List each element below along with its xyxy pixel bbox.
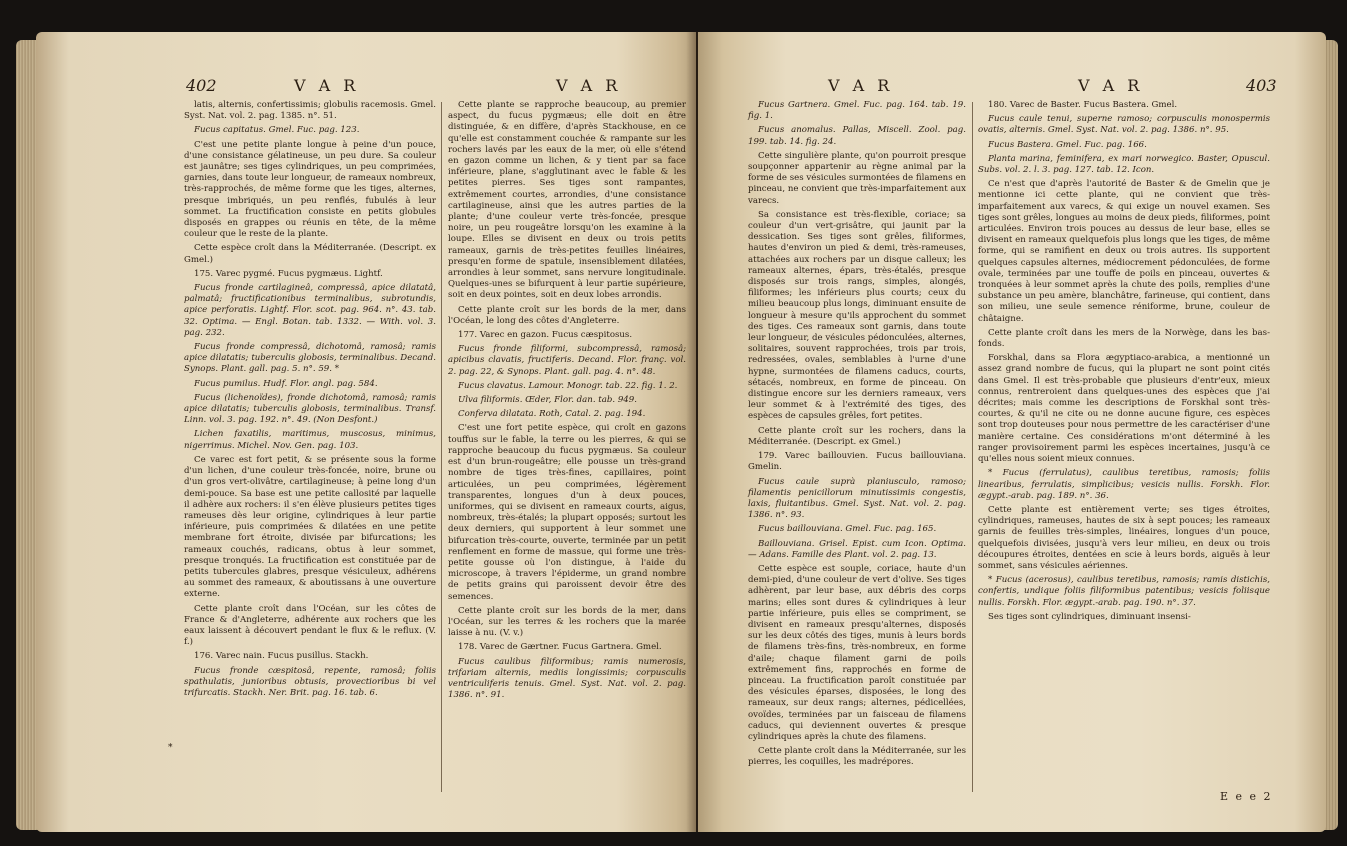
- text-paragraph: 175. Varec pygmé. Fucus pygmæus. Lightf.: [194, 268, 383, 279]
- left-running-header-1: V A R: [294, 76, 360, 95]
- open-book: [16, 10, 1338, 840]
- text-paragraph: Fucus caulibus filiformibus; ramis numerosis, trifariam alternis, mediis longissimis; corpusculis ventriculiferis tenuis. Gmel. Syst. Nat. vol. 2. pag. 1386. n°. 91.: [448, 656, 686, 701]
- text-paragraph: Fucus clavatus. Lamour. Monogr. tab. 22. fig. 1. 2.: [458, 380, 678, 391]
- signature-mark: E e e 2: [1220, 790, 1273, 803]
- text-paragraph: 180. Varec de Baster. Fucus Bastera. Gmel.: [988, 100, 1178, 110]
- right-column-2: [978, 100, 1270, 626]
- left-page: [36, 32, 696, 832]
- text-paragraph: Cette espèce croît dans la Méditerranée. (Descript. ex Gmel.): [184, 243, 436, 265]
- text-paragraph: * Fucus (ferrulatus), caulibus teretibus, ramosis; foliis linearibus, ferrulatis, simplicibus; vesicis nullis. Forskh. Flor. ægypt.-arab. pag. 189. n°. 36.: [978, 468, 1270, 501]
- column-rule: [972, 102, 973, 792]
- text-paragraph: Fucus Bastera. Gmel. Fuc. pag. 166.: [988, 139, 1147, 150]
- text-paragraph: 176. Varec nain. Fucus pusillus. Stackh.: [194, 651, 369, 662]
- text-paragraph: Fucus capitatus. Gmel. Fuc. pag. 123.: [194, 125, 360, 136]
- text-paragraph: * Fucus (acerosus), caulibus teretibus, ramosis; ramis distichis, confertis, undique foliis filiformibus patentibus; vesicis foliisque nullis. Forskh. Flor. ægypt.-arab. pag. 190. n°. 37.: [978, 575, 1270, 608]
- text-paragraph: Cette plante croît dans la Méditerranée, sur les pierres, les coquilles, les madrépores.: [748, 746, 966, 768]
- column-rule: [441, 102, 442, 792]
- text-paragraph: Fucus fronde cæspitosâ, repente, ramosâ; foliis spathulatis, junioribus obtusis, provectioribus bi vel trifurcatis. Stackh. Ner. Brit. pag. 16. tab. 6.: [184, 665, 436, 698]
- text-paragraph: Fucus pumilus. Hudf. Flor. angl. pag. 584.: [194, 378, 378, 389]
- text-paragraph: Ses tiges sont cylindriques, diminuant insensi-: [988, 611, 1191, 622]
- text-paragraph: Fucus fronde cartilagineâ, compressâ, apice dilatatâ, palmatâ; fructificationibus terminalibus, subrotundis, apice perforatis. Lightf. Flor. scot. pag. 964. n°. 43. tab. 32. Optima. — Engl. Botan. tab. 1332. — With. vol. 3. pag. 232.: [184, 283, 436, 338]
- text-paragraph: Fucus fronde compressâ, dichotomâ, ramosâ; ramis apice dilatatis; tuberculis globosis, terminalibus. Decand. Synops. Plant. gall. pag. 5. n°. 59. *: [184, 342, 436, 375]
- left-running-header-2: V A R: [556, 76, 622, 95]
- right-page-number: 403: [1246, 76, 1277, 95]
- right-page: [698, 32, 1326, 832]
- text-paragraph: Cette plante se rapproche beaucoup, au premier aspect, du fucus pygmæus; elle doit en être distinguée, & en diffère, d'après Stackhouse, en ce qu'elle est constamment couchée & rampante sur les rochers lavés par les eaux de la mer, où elle s'étend en gazon comme un lichen, & y tient par sa face inférieure, plane, s'agglutinant avec le fable & les petites pierres. Ses tiges sont rampantes, extrêmement courtes, arrondies, d'une consistance cartilagineuse, ainsi que les autres parties de la plante; d'une couleur verte très-foncée, presque noire, un peu rougeâtre lorsqu'on les examine à la loupe. Elles se divisent en deux ou trois petits rameaux, garnis de très-petites feuilles linéaires, presqu'en forme de spatule, insensiblement dilatées, arrondies à leur sommet, sans nervure longitudinale. Quelques-unes se bifurquent à leur partie supérieure, soit en deux pointes, soit en deux lobes arrondis.: [448, 100, 686, 301]
- text-paragraph: Cette singulière plante, qu'on pourroit presque soupçonner appartenir au règne animal par la forme de ses vésicules surmontées de filamens en pinceau, ne convient que très-imparfaitement aux varecs.: [748, 150, 966, 206]
- left-column-1: [184, 100, 436, 702]
- left-page-edge: [16, 40, 38, 830]
- text-paragraph: latis, alternis, confertissimis; globulis racemosis. Gmel. Syst. Nat. vol. 2. pag. 1385. n°. 51.: [184, 100, 436, 122]
- text-paragraph: Fucus (lichenoïdes), fronde dichotomâ, ramosâ; ramis apice dilatatis; tuberculis globosis, terminalibus. Transf. Linn. vol. 3. pag. 192. n°. 49. (Non Desfont.): [184, 392, 436, 426]
- text-paragraph: 179. Varec baillouvien. Fucus baillouviana. Gmelin.: [748, 451, 966, 473]
- text-paragraph: 178. Varec de Gærtner. Fucus Gartnera. Gmel.: [458, 642, 662, 653]
- text-paragraph: Sa consistance est très-flexible, coriace; sa couleur d'un vert-grisâtre, qui jaunit par la dessication. Ses tiges sont grêles, filiformes, hautes d'environ un pied & demi, très-rameuses, attachées aux rochers par un disque calleux; les rameaux alternes, épars, très-étalés, presque disposés sur trois rangs, simples, alongés, filiformes; les inférieurs plus courts; ceux du milieu beaucoup plus longs, diminuant ensuite de longueur à mesure qu'ils approchent du sommet des tiges. Ces rameaux sont garnis, dans toute leur longueur, de vésicules pédonculées, alternes, solitaires, souvent rapprochées, trois par trois, redressées, ovales, semblables à l'urne d'une hypne, surmontées de filamens caducs, courts, sétacés, nombreux, en forme de pinceau. On distingue encore sur les derniers rameaux, vers leur sommet & à l'extrémité des tiges, des espèces de capsules grêles, fort petites.: [748, 209, 966, 422]
- text-paragraph: Fucus Gartnera. Gmel. Fuc. pag. 164. tab. 19. fig. 1.: [748, 100, 966, 122]
- text-paragraph: Ulva filiformis. Œder, Flor. dan. tab. 949.: [458, 395, 637, 406]
- text-paragraph: Fucus baillouviana. Gmel. Fuc. pag. 165.: [758, 524, 937, 535]
- text-paragraph: Conferva dilatata. Roth, Catal. 2. pag. 194.: [458, 409, 646, 420]
- left-page-number: 402: [186, 76, 217, 95]
- text-paragraph: Lichen faxatilis, maritimus, muscosus, minimus, nigerrimus. Michel. Nov. Gen. pag. 103.: [184, 429, 436, 451]
- right-running-header-1: V A R: [828, 76, 894, 95]
- text-paragraph: Ce n'est que d'après l'autorité de Baster & de Gmelin que je mentionne ici cette plante, qui ne convient que très-imparfaitement aux varecs, & qui exige un nouvel examen. Ses tiges sont grêles, longues au moins de deux pieds, filiformes, point articulées. Environ trois pouces au dessus de leur base, elles se divisent en rameaux quelquefois plus longs que les tiges, de même forme, qui se ramifient en deux ou trois autres. Ils supportent quelques capsules alternes, médiocrement pédonculées, de forme ovale, terminées par une touffe de poils en pinceau, ouvertes & tronquées à leur sommet après la chute des poils, remplies d'une substance un peu amère, blanchâtre, farineuse, qui contient, dans son milieu, une seule semence réniforme, brune, couleur de châtaigne.: [978, 179, 1270, 324]
- text-paragraph: Cette plante croît sur les bords de la mer, dans l'Océan, sur les terres & les rochers que la marée laisse à nu. (V. v.): [448, 605, 686, 639]
- text-paragraph: Cette espèce est souple, coriace, haute d'un demi-pied, d'une couleur de vert d'olive. Ses tiges adhèrent, par leur base, aux débris des corps marins; elles sont dures & cylindriques à leur partie inférieure, puis elles se compriment, se divisent en rameaux presqu'alternes, disposés sur les deux côtés des tiges, munis à leurs bords de filamens très-fins, très-nombreux, en forme d'aile; chaque filament garni de poils extrêmement fins, rapprochés en forme de pinceau. La fructification paroît constituée par des vésicules éparses, disposées, le long des rameaux, sur deux rangs; alternes, pédicellées, ovoïdes, terminées par un faisceau de filamens caducs, qui deviennent ouvertes & presque cylindriques après la chute des filamens.: [748, 563, 966, 742]
- text-paragraph: Fucus fronde filiformi, subcompressâ, ramosâ; apicibus clavatis, fructiferis. Decand. Flor. franç. vol. 2. pag. 22, & Synops. Plant. gall. pag. 4. n°. 48.: [448, 344, 686, 377]
- text-paragraph: Planta marina, feminifera, ex mari norwegico. Baster, Opuscul. Subs. vol. 2. l. 3. pag. 127. tab. 12. Icon.: [978, 153, 1270, 176]
- text-paragraph: Cette plante croît sur les rochers, dans la Méditerranée. (Descript. ex Gmel.): [748, 425, 966, 447]
- right-column-1: [748, 100, 966, 772]
- right-running-header-2: V A R: [1078, 76, 1144, 95]
- left-column-2: [448, 100, 686, 704]
- text-paragraph: Forskhal, dans sa Flora ægyptiaco-arabica, a mentionné un assez grand nombre de fucus, qui la plupart ne sont point cités dans Gmel. Il est très-probable que plusieurs d'entr'eux, mieux connus, rentreroient dans quelques-unes des espèces que j'ai décrites; mais comme les descriptions de Forskhal sont très-courtes, & qu'il ne cite ou ne donne aucune figure, ces espèces sont trop douteuses pour nous permettre de les caractériser d'une manière certaine. Ces considérations m'ont déterminé à les ranger provisoirement parmi les espèces incertaines, jusqu'à ce qu'elles nous soient mieux connues.: [978, 353, 1270, 465]
- margin-mark: *: [168, 743, 173, 753]
- text-paragraph: Cette plante croît sur les bords de la mer, dans l'Océan, le long des côtes d'Angleterre.: [448, 304, 686, 326]
- text-paragraph: Cette plante croît dans l'Océan, sur les côtes de France & d'Angleterre, adhérente aux rochers que les eaux laissent à découvert pendant le flux & le reflux. (V. f.): [184, 603, 436, 648]
- text-paragraph: C'est une petite plante longue à peine d'un pouce, d'une consistance gélatineuse, un peu dure. Sa couleur est jaunâtre; ses tiges cylindriques, un peu comprimées, garnies, dans toute leur longueur, de rameaux nombreux, très-rapprochés, de même forme que les tiges, alternes, presque imbriqués, un peu renflés, fubulés à leur sommet. La fructification consiste en petits globules disposés en grappes ou réunis en tête, de la même couleur que le reste de la plante.: [184, 139, 436, 240]
- text-paragraph: Ce varec est fort petit, & se présente sous la forme d'un lichen, d'une couleur très-foncée, noire, brune ou d'un gros vert-olivâtre, cartilagineuse; à peine long d'un demi-pouce. Sa base est une petite callosité par laquelle il adhère aux rochers: il s'en élève plusieurs petites tiges rameuses dès leur origine, cylindriques à leur partie inférieure, puis comprimées & dilatées en une petite membrane fort étroite, divisée par bifurcations; les rameaux couchés, radicans, obtus à leur sommet, presque tronqués. La fructification est constituée par de petits tubercules glabres, presque vésiculeux, adhérens au sommet des rameaux, & aboutissans à une ouverture externe.: [184, 454, 436, 600]
- text-paragraph: Cette plante croît dans les mers de la Norwège, dans les bas-fonds.: [978, 327, 1270, 350]
- text-paragraph: Fucus anomalus. Pallas, Miscell. Zool. pag. 199. tab. 14. fig. 24.: [748, 125, 966, 147]
- text-paragraph: Fucus caule tenui, superne ramoso; corpusculis monospermis ovatis, alternis. Gmel. Syst. Nat. vol. 2. pag. 1386. n°. 95.: [978, 114, 1270, 136]
- text-paragraph: 177. Varec en gazon. Fucus cæspitosus.: [458, 330, 633, 341]
- text-paragraph: Baillouviana. Grisel. Epist. cum Icon. Optima. — Adans. Famille des Plant. vol. 2. pag. 13.: [748, 538, 966, 560]
- text-paragraph: Fucus caule suprà planiusculo, ramoso; filamentis penicillorum minutissimis congestis, laxis, fluitantibus. Gmel. Syst. Nat. vol. 2. pag. 1386. n°. 93.: [748, 476, 966, 521]
- text-paragraph: Cette plante est entièrement verte; ses tiges étroites, cylindriques, rameuses, hautes de six à sept pouces; les rameaux garnis de feuilles très-simples, linéaires, longues d'un pouce, quelquefois divisées, jusqu'à vers leur milieu, en deux ou trois découpures étroites, dentées en scie à leurs bords, aiguës à leur sommet, sans vésicules aériennes.: [978, 504, 1270, 571]
- text-paragraph: C'est une fort petite espèce, qui croît en gazons touffus sur le fable, la terre ou les pierres, & qui se rapproche beaucoup du fucus pygmæus. Sa couleur est d'un brun-rougeâtre; elle pousse un très-grand nombre de tiges très-fines, capillaires, point articulées, un peu comprimées, légèrement transparentes, longues d'un à deux pouces, uniformes, qui se divisent en rameaux courts, aigus, nombreux, très-étalés; la plupart opposés; surtout les deux derniers, qui supportent à leur sommet une bifurcation très-courte, ouverte, terminée par un petit renflement en forme de massue, qui forme une très-petite gousse où l'on distingue, à l'aide du microscope, à travers l'épiderme, un grand nombre de petits grains qui paroissent devoir être des semences.: [448, 423, 686, 602]
